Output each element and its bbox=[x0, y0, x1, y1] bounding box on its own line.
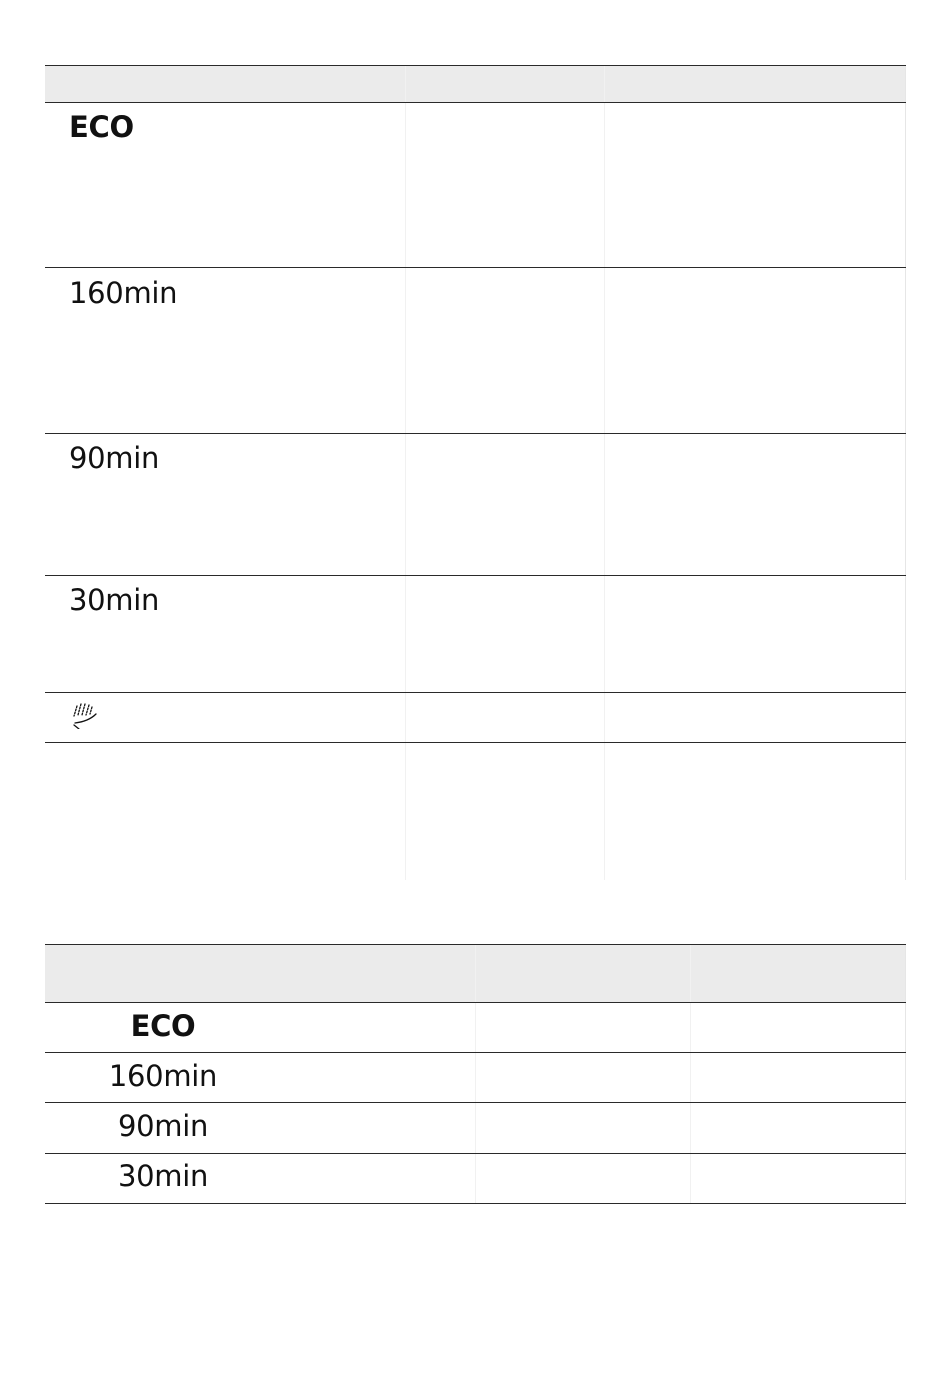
program-name-90min: 90min bbox=[117, 1109, 209, 1143]
consumption-table bbox=[45, 944, 906, 1204]
table-rule bbox=[45, 1203, 906, 1204]
program-name-90min: 90min bbox=[69, 441, 160, 475]
table-rule bbox=[45, 1153, 906, 1154]
column-divider bbox=[690, 944, 691, 1203]
column-divider bbox=[405, 65, 406, 880]
program-name-eco: ECO bbox=[69, 110, 134, 144]
table-rule bbox=[45, 102, 906, 103]
program-table-header bbox=[45, 65, 906, 102]
program-name-30min: 30min bbox=[69, 583, 160, 617]
table-rule bbox=[45, 65, 906, 66]
table-rule bbox=[45, 575, 906, 576]
pre-rinse-icon bbox=[71, 703, 99, 729]
program-name-160min: 160min bbox=[108, 1059, 218, 1093]
column-divider bbox=[475, 944, 476, 1203]
table-rule bbox=[45, 742, 906, 743]
table-rule bbox=[45, 267, 906, 268]
table-right-edge bbox=[905, 944, 906, 1203]
column-divider bbox=[604, 65, 605, 880]
table-rule bbox=[45, 1002, 906, 1003]
program-name-160min: 160min bbox=[69, 276, 178, 310]
table-right-edge bbox=[905, 65, 906, 880]
pre-rinse-row bbox=[45, 692, 906, 742]
program-name-eco: ECO bbox=[130, 1009, 196, 1043]
program-table bbox=[45, 65, 906, 880]
program-name-30min: 30min bbox=[117, 1159, 209, 1193]
table-rule bbox=[45, 1102, 906, 1103]
table-rule bbox=[45, 1052, 906, 1053]
table-rule bbox=[45, 944, 906, 945]
table-rule bbox=[45, 433, 906, 434]
